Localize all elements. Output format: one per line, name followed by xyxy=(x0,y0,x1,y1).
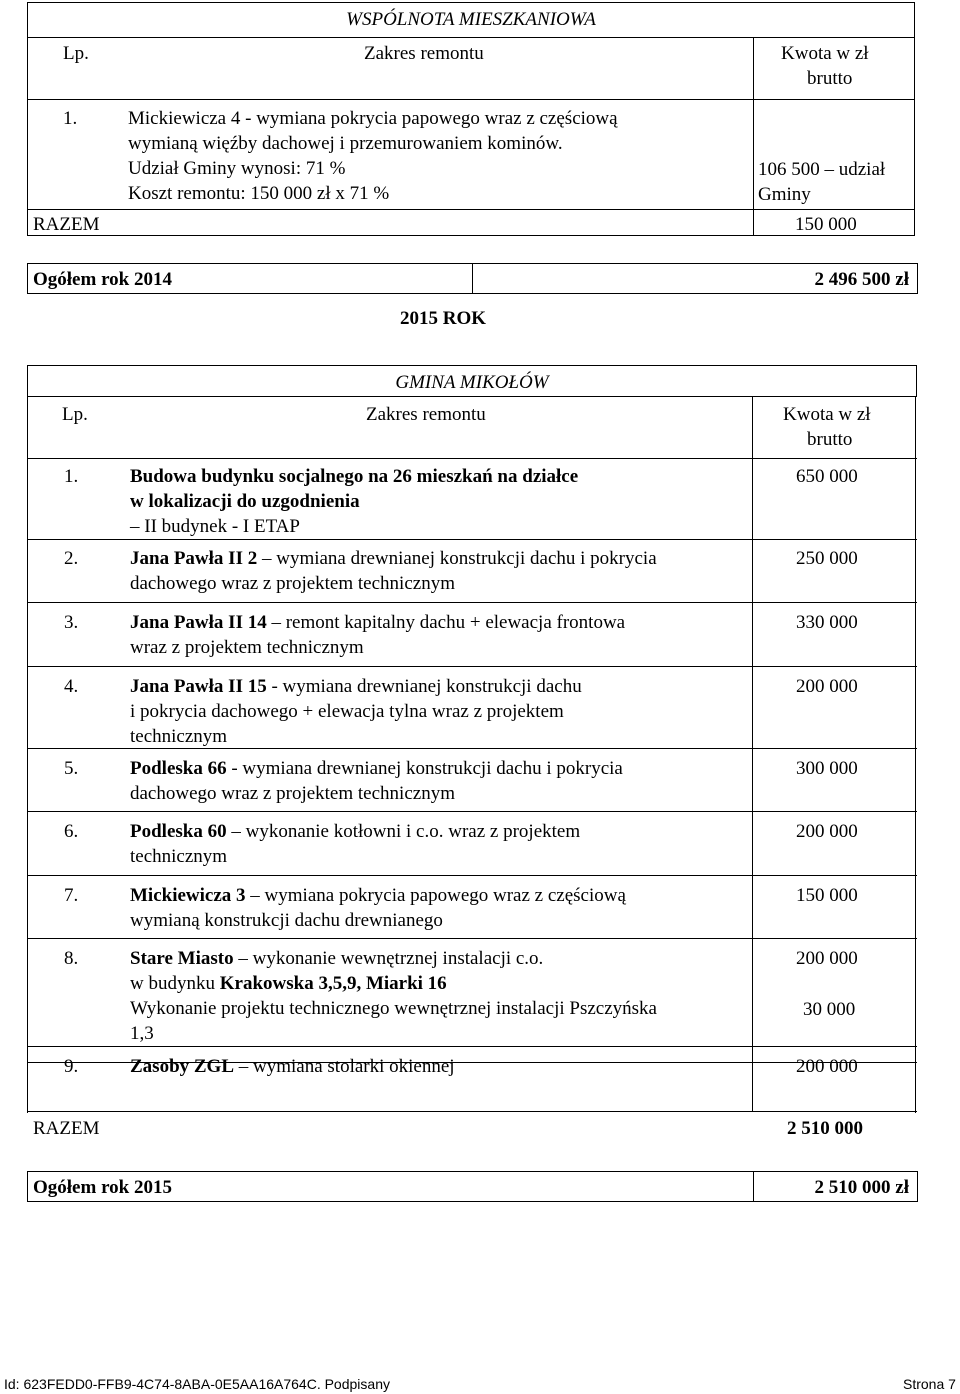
row-text-1: – remont kapitalny dachu + elewacja frontowa xyxy=(266,612,626,633)
row-amount: 200 000 xyxy=(796,821,858,842)
col-amount-header-2: brutto xyxy=(807,68,853,89)
row-amount: 250 000 xyxy=(796,548,858,569)
row-title: Jana Pawła II 14 xyxy=(130,612,267,633)
row-title: Podleska 60 xyxy=(130,821,227,842)
col-lp-header: Lp. xyxy=(63,43,89,64)
total-value: 2 510 000 xyxy=(787,1118,863,1139)
section-title: WSPÓLNOTA MIESZKANIOWA xyxy=(346,9,596,30)
row-amount: 650 000 xyxy=(796,466,858,487)
row-title: Zasoby ZGL xyxy=(130,1056,235,1077)
year-total-2014 xyxy=(27,263,918,294)
col-amount-header: Kwota w zł xyxy=(781,43,869,64)
col-lp-header: Lp. xyxy=(62,404,88,425)
row-amount: 200 000 xyxy=(796,948,858,969)
row-text-3: technicznym xyxy=(130,726,228,748)
row-lp: 4. xyxy=(64,676,79,697)
row-text-4: Koszt remontu: 150 000 zł x 71 % xyxy=(128,183,390,205)
row-lp: 8. xyxy=(64,948,79,969)
col-amount-header-2: brutto xyxy=(807,429,853,450)
row-text-2: w lokalizacji do uzgodnienia xyxy=(130,491,360,513)
col-scope-header: Zakres remontu xyxy=(364,43,484,64)
row-title: Stare Miasto xyxy=(130,948,234,969)
row-text-3: Wykonanie projektu technicznego wewnętrznej instalacji Pszczyńska xyxy=(130,998,657,1020)
total-label: RAZEM xyxy=(33,214,100,235)
row-title: Jana Pawła II 15 xyxy=(130,676,267,697)
row-lp: 1. xyxy=(63,108,78,129)
table-2014 xyxy=(27,2,915,236)
total-row xyxy=(28,209,914,235)
row-title: Mickiewicza 3 xyxy=(130,885,246,906)
col-scope-header: Zakres remontu xyxy=(366,404,486,425)
section-title: GMINA MIKOŁÓW xyxy=(395,372,549,393)
row-lp: 1. xyxy=(64,466,79,487)
row-lp: 9. xyxy=(64,1056,79,1077)
row-text-2: i pokrycia dachowego + elewacja tylna wraz z projektem xyxy=(130,701,564,723)
year-total-2015 xyxy=(27,1171,918,1202)
year-total-label: Ogółem rok 2014 xyxy=(33,269,172,290)
row-lp: 3. xyxy=(64,612,79,633)
year-total-value: 2 496 500 zł xyxy=(814,269,909,290)
year-heading: 2015 ROK xyxy=(400,308,487,329)
row-text-1: – wymiana stolarki okiennej xyxy=(234,1056,455,1077)
footer-id: Id: 623FEDD0-FFB9-4C74-8ABA-0E5AA16A764C. Podpisany xyxy=(4,1376,390,1392)
table-row xyxy=(28,99,914,210)
row-amount: 330 000 xyxy=(796,612,858,633)
row-amount: 200 000 xyxy=(796,1056,858,1077)
header-row xyxy=(28,37,914,100)
row-text-2: dachowego wraz z projektem technicznym xyxy=(130,573,455,595)
row-text-2-bold: Krakowska 3,5,9, Miarki 16 xyxy=(219,973,447,995)
row-text-1: Mickiewicza 4 - wymiana pokrycia papowego wraz z częściową xyxy=(128,108,618,129)
row-text-1: - wymiana drewnianej konstrukcji dachu xyxy=(266,676,582,697)
row-text-1: – wymiana pokrycia papowego wraz z częściową xyxy=(245,885,626,906)
row-text-4: 1,3 xyxy=(130,1023,154,1045)
row-lp: 6. xyxy=(64,821,79,842)
row-amount: 150 000 xyxy=(796,885,858,906)
row-text-1: – wykonanie wewnętrznej instalacji c.o. xyxy=(233,948,544,969)
row-text-2: wraz z projektem technicznym xyxy=(130,637,364,659)
row-text-2: dachowego wraz z projektem technicznym xyxy=(130,783,455,805)
row-amount: 200 000 xyxy=(796,676,858,697)
year-total-label: Ogółem rok 2015 xyxy=(33,1177,172,1198)
row-text-2: w budynku xyxy=(130,973,220,995)
col-amount-header: Kwota w zł xyxy=(783,404,871,425)
row-amount-2: Gminy xyxy=(758,184,811,206)
row-lp: 2. xyxy=(64,548,79,569)
year-total-value: 2 510 000 zł xyxy=(814,1177,909,1198)
row-text-1: – wymiana drewnianej konstrukcji dachu i pokrycia xyxy=(257,548,657,569)
row-text-2: wymianą więźby dachowej i przemurowaniem kominów. xyxy=(128,133,563,155)
total-label: RAZEM xyxy=(33,1118,100,1139)
row-text-2: technicznym xyxy=(130,846,228,868)
row-amount-2: 30 000 xyxy=(803,999,856,1020)
row-text-1: – wykonanie kotłowni i c.o. wraz z projektem xyxy=(226,821,581,842)
row-text-3: – II budynek - I ETAP xyxy=(130,516,300,538)
row-lp: 7. xyxy=(64,885,79,906)
row-amount-1: 106 500 – udział xyxy=(758,159,886,180)
footer-page: Strona 7 xyxy=(903,1376,956,1392)
row-text-3: Udział Gminy wynosi: 71 % xyxy=(128,158,346,180)
row-title: Budowa budynku socjalnego na 26 mieszkań na działce xyxy=(130,466,579,487)
row-lp: 5. xyxy=(64,758,79,779)
row-title: Podleska 66 xyxy=(130,758,227,779)
row-title: Jana Pawła II 2 xyxy=(130,548,258,569)
row-text-1: - wymiana drewnianej konstrukcji dachu i pokrycia xyxy=(226,758,623,779)
total-value: 150 000 xyxy=(795,214,857,235)
row-text-2: wymianą konstrukcji dachu drewnianego xyxy=(130,910,443,932)
row-amount: 300 000 xyxy=(796,758,858,779)
